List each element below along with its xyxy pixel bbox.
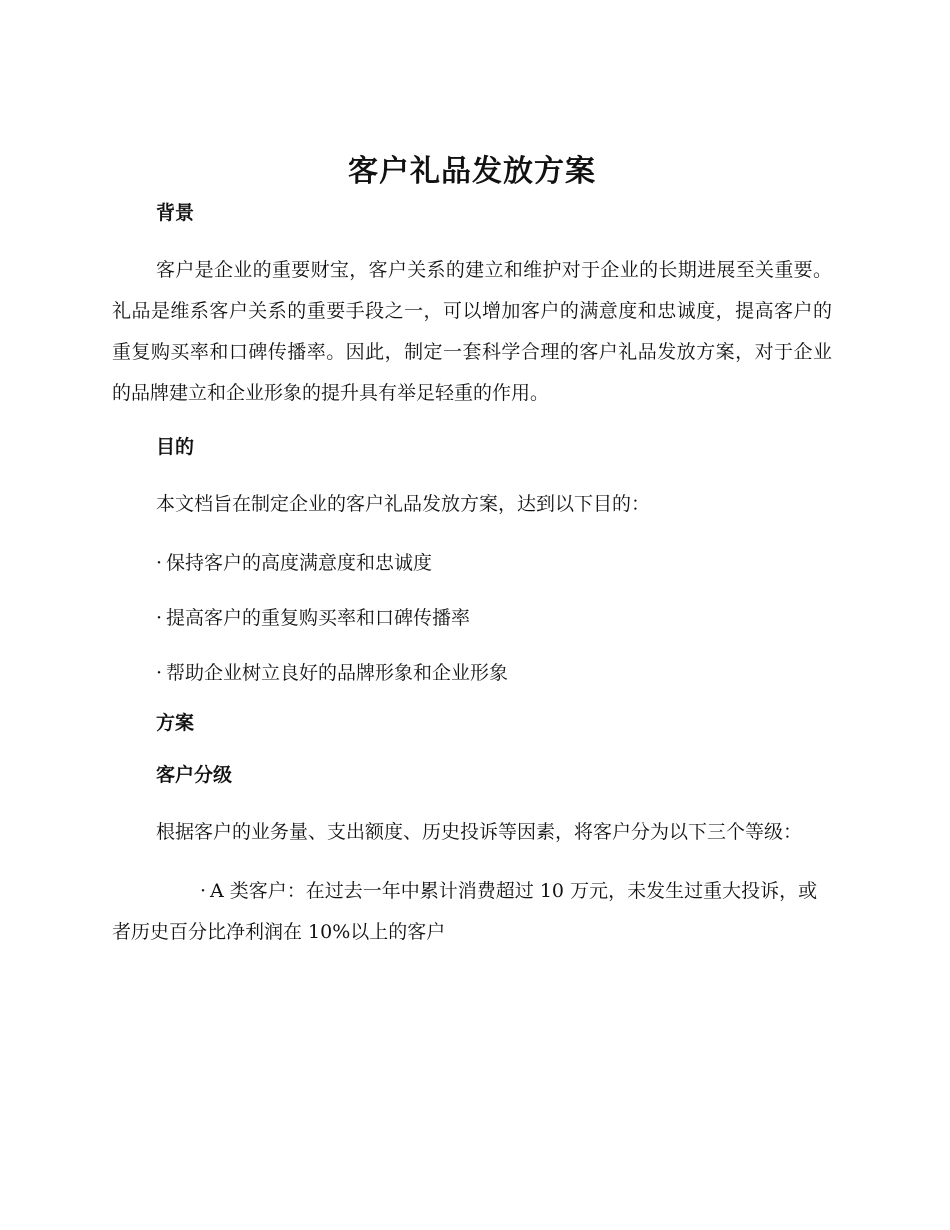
purpose-bullet-text: 提高客户的重复购买率和口碑传播率 bbox=[166, 607, 471, 629]
document-content bbox=[112, 150, 832, 967]
grading-bullet-item bbox=[112, 871, 832, 953]
purpose-intro: 本文档旨在制定企业的客户礼品发放方案，达到以下目的： bbox=[156, 493, 651, 515]
grading-intro: 根据客户的业务量、支出额度、历史投诉等因素，将客户分为以下三个等级： bbox=[156, 821, 803, 843]
document-title: 客户礼品发放方案 bbox=[348, 154, 596, 189]
section-heading-grading: 客户分级 bbox=[156, 764, 233, 786]
section-heading-purpose: 目的 bbox=[156, 436, 195, 458]
grading-bullet-text: A 类客户：在过去一年中累计消费超过 10 万元，未发生过重大投诉，或者历史百分比净利润在 10%以上的客户 bbox=[112, 880, 818, 943]
background-paragraph: 客户是企业的重要财宝，客户关系的建立和维护对于企业的长期进展至关重要。礼品是维系客户关系的重要手段之一，可以增加客户的满意度和忠诚度，提高客户的重复购买率和口碑传播率。因此，制定一套科学合理的客户礼品发放方案，对于企业的品牌建立和企业形象的提升具有举足轻重的作用。 bbox=[112, 259, 832, 404]
purpose-bullet-item bbox=[112, 653, 832, 694]
bullet-dot-icon: · bbox=[200, 880, 207, 902]
bullet-dot-icon: · bbox=[156, 662, 163, 684]
purpose-bullet-item bbox=[112, 543, 832, 584]
bullet-dot-icon: · bbox=[156, 607, 163, 629]
purpose-bullet-item bbox=[112, 598, 832, 639]
section-heading-background: 背景 bbox=[156, 202, 195, 224]
section-heading-plan: 方案 bbox=[156, 712, 195, 734]
purpose-bullet-text: 帮助企业树立良好的品牌形象和企业形象 bbox=[166, 662, 509, 684]
bullet-dot-icon: · bbox=[156, 552, 163, 574]
purpose-bullet-text: 保持客户的高度满意度和忠诚度 bbox=[166, 552, 433, 574]
